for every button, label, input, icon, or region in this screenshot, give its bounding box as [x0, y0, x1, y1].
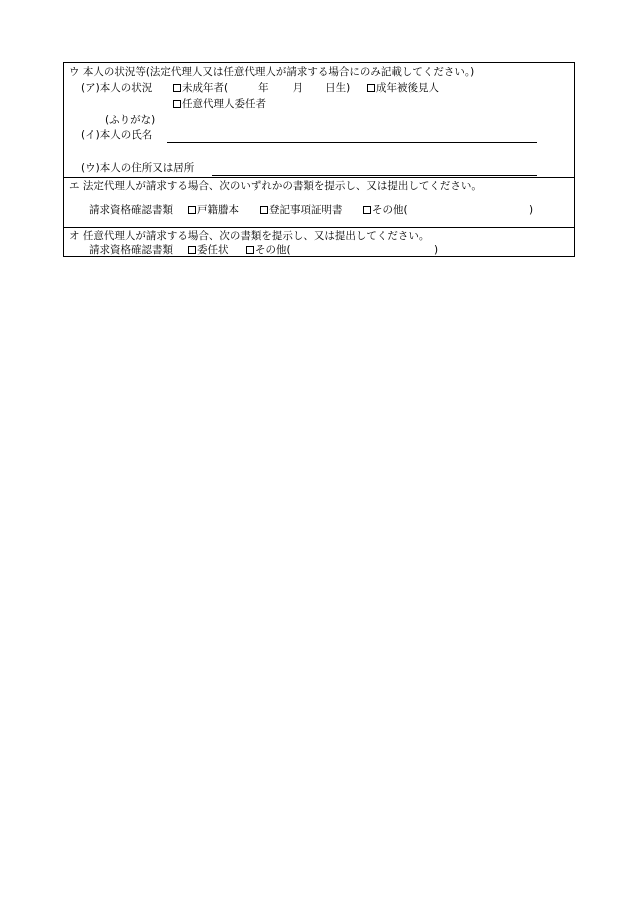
form-table: [63, 62, 575, 257]
minor-label: 未成年者(: [182, 82, 229, 94]
address-field[interactable]: [212, 175, 537, 176]
ward-checkbox[interactable]: [367, 84, 375, 92]
status-label: (ア)本人の状況: [81, 82, 153, 94]
e-other-close: ): [529, 204, 534, 216]
registry-checkbox[interactable]: [260, 206, 268, 214]
ward-option[interactable]: [367, 82, 439, 94]
e-other-option[interactable]: [363, 204, 408, 216]
o-other-option[interactable]: [246, 244, 291, 256]
principal-label: 任意代理人委任者: [182, 98, 266, 110]
e-other-label: その他(: [372, 204, 408, 216]
name-field[interactable]: [167, 142, 537, 143]
o-other-close: ): [434, 244, 439, 256]
divider: [64, 177, 574, 178]
section-e-heading: エ 法定代理人が請求する場合、次のいずれかの書類を提示し、又は提出してください。: [69, 180, 482, 192]
registry-label: 登記事項証明書: [269, 204, 343, 216]
section-e-docs-label: 請求資格確認書類: [89, 204, 173, 216]
name-label: (イ)本人の氏名: [81, 129, 153, 141]
koseki-label: 戸籍謄本: [197, 204, 239, 216]
section-o-heading: オ 任意代理人が請求する場合、次の書類を提示し、又は提出してください。: [69, 230, 430, 242]
ward-label: 成年被後見人: [376, 82, 439, 94]
power-checkbox[interactable]: [188, 246, 196, 254]
o-other-label: その他(: [255, 244, 291, 256]
birth-day-label: 日生): [325, 82, 351, 94]
birth-month-label: 月: [292, 82, 304, 94]
o-other-checkbox[interactable]: [246, 246, 254, 254]
principal-option[interactable]: [173, 98, 266, 110]
minor-checkbox[interactable]: [173, 84, 181, 92]
divider: [64, 227, 574, 228]
koseki-option[interactable]: [188, 204, 239, 216]
principal-checkbox[interactable]: [173, 100, 181, 108]
section-u-heading: ウ 本人の状況等(法定代理人又は任意代理人が請求する場合にのみ記載してください。): [69, 66, 475, 78]
address-label: (ウ)本人の住所又は居所: [81, 162, 195, 174]
registry-option[interactable]: [260, 204, 343, 216]
minor-option[interactable]: [173, 82, 350, 94]
e-other-checkbox[interactable]: [363, 206, 371, 214]
section-o-docs-label: 請求資格確認書類: [89, 244, 173, 256]
furigana-label: (ふりがな): [105, 114, 156, 126]
power-label: 委任状: [197, 244, 229, 256]
koseki-checkbox[interactable]: [188, 206, 196, 214]
birth-year-label: 年: [258, 82, 269, 94]
power-option[interactable]: [188, 244, 229, 256]
